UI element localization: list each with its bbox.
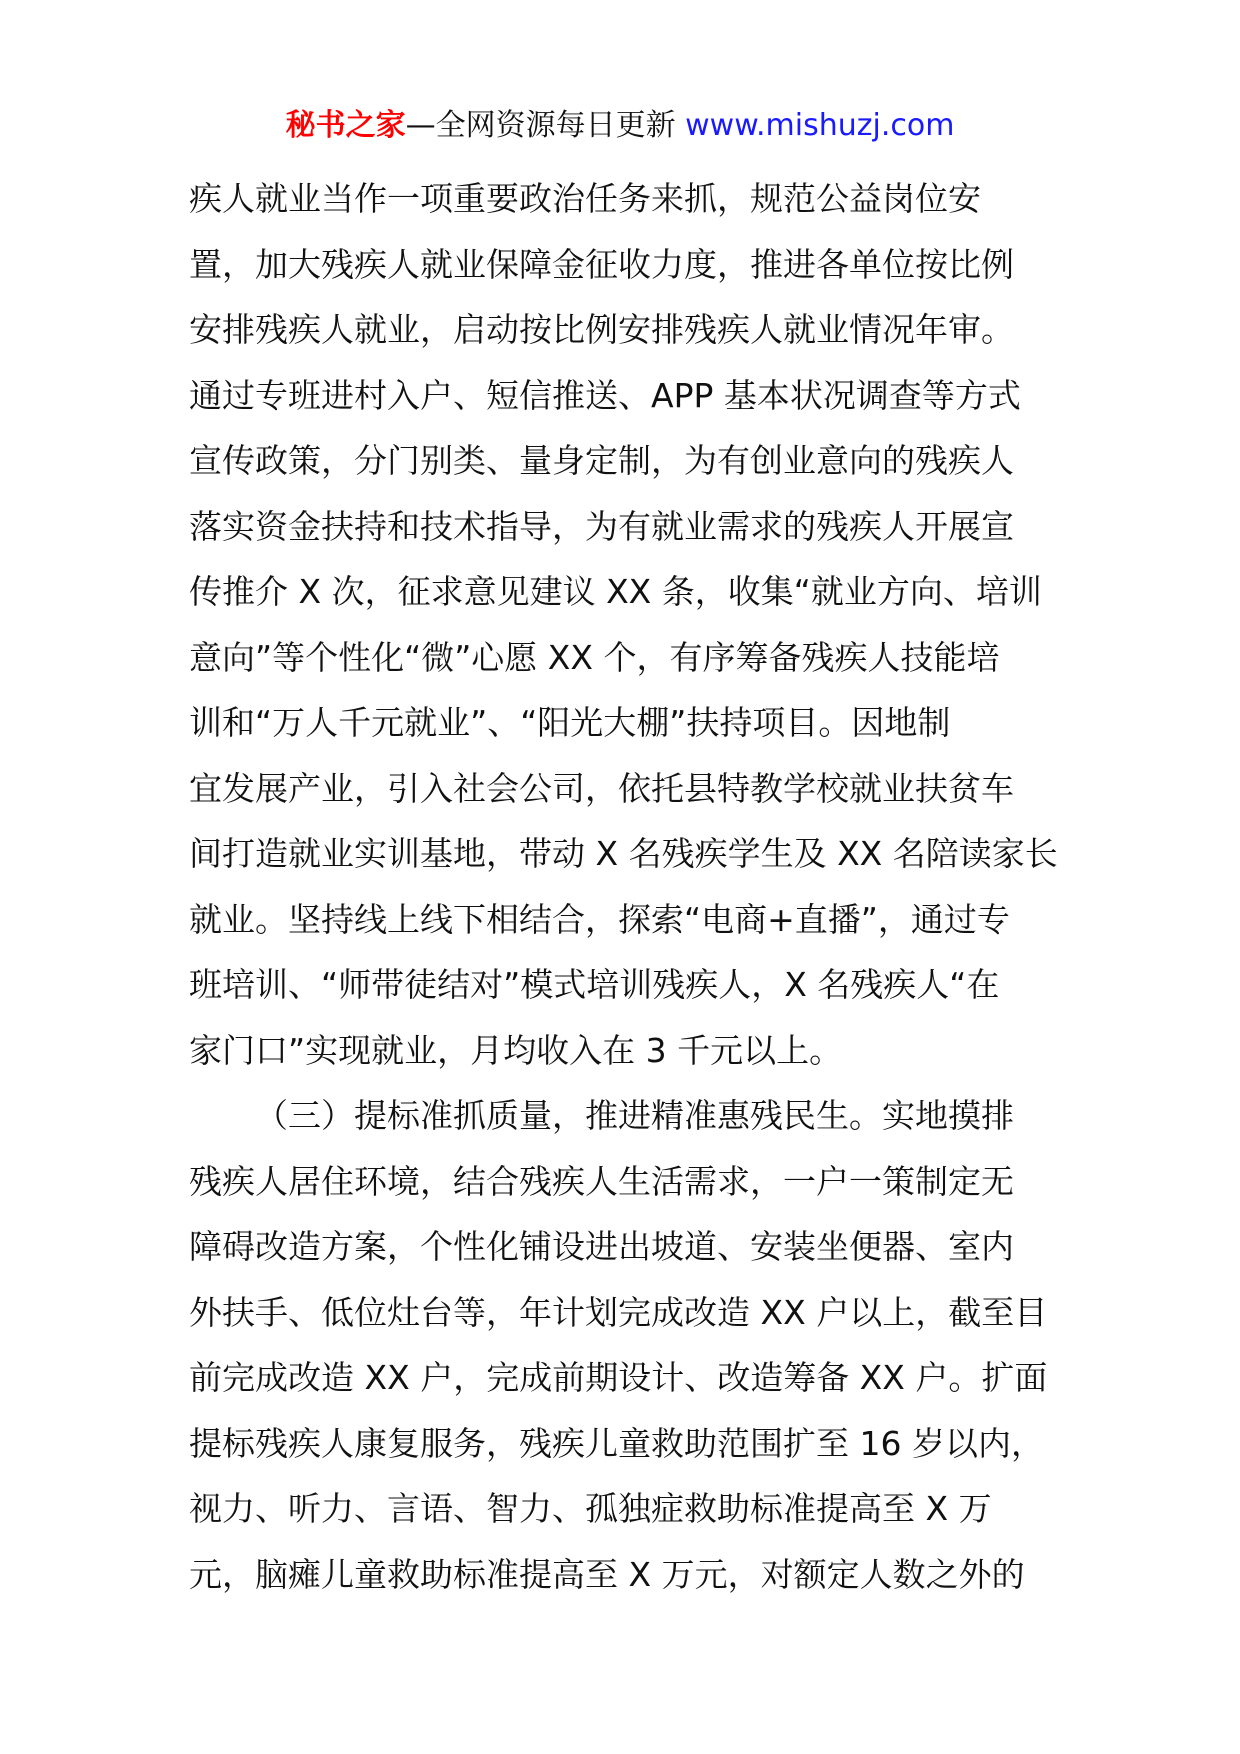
document-body: [189, 166, 1069, 1607]
text-line: 训和“万人千元就业”、“阳光大棚”扶持项目。因地制: [189, 703, 951, 742]
text-line: 班培训、“师带徒结对”模式培训残疾人，X 名残疾人“在: [189, 965, 1000, 1004]
text-line: 通过专班进村入户、短信推送、APP 基本状况调查等方式: [189, 375, 1021, 415]
text-line: 障碍改造方案，个性化铺设进出坡道、安装坐便器、室内: [189, 1227, 1014, 1266]
text-line: 意向”等个性化“微”心愿 XX 个，有序筹备残疾人技能培: [189, 637, 1000, 677]
section-heading-line: （三）提标准抓质量，推进精准惠残民生。实地摸排: [255, 1096, 1014, 1135]
text-line: 安排残疾人就业，启动按比例安排残疾人就业情况年审。: [189, 310, 1014, 349]
text-line: 前完成改造 XX 户，完成前期设计、改造筹备 XX 户。扩面: [189, 1358, 1048, 1397]
text-line: 元，脑瘫儿童救助标准提高至 X 万元，对额定人数之外的: [189, 1554, 1025, 1594]
text-line: 疾人就业当作一项重要政治任务来抓，规范公益岗位安: [189, 179, 981, 218]
text-line: 残疾人居住环境，结合残疾人生活需求，一户一策制定无: [189, 1161, 1014, 1201]
site-header: [0, 104, 1240, 148]
site-url-link[interactable]: www.mishuzj.com: [685, 108, 955, 143]
text-line: 外扶手、低位灶台等，年计划完成改造 XX 户以上，截至目: [189, 1292, 1048, 1332]
text-line: 视力、听力、言语、智力、孤独症救助标准提高至 X 万: [189, 1489, 992, 1528]
text-line: 提标残疾人康复服务，残疾儿童救助范围扩至 16 岁以内，: [189, 1423, 1044, 1463]
text-line: 置，加大残疾人就业保障金征收力度，推进各单位按比例: [189, 244, 1014, 284]
site-brand: 秘书之家: [285, 108, 406, 143]
text-line: 传推介 X 次，征求意见建议 XX 条，收集“就业方向、培训: [189, 572, 1042, 611]
site-tagline: —全网资源每日更新: [405, 108, 676, 143]
text-line: 宣传政策，分门别类、量身定制，为有创业意向的残疾人: [189, 441, 1014, 480]
text-line: 宜发展产业，引入社会公司，依托县特教学校就业扶贫车: [189, 768, 1014, 808]
text-line: 家门口”实现就业，月均收入在 3 千元以上。: [189, 1030, 843, 1070]
text-line: 落实资金扶持和技术指导，为有就业需求的残疾人开展宣: [189, 506, 1014, 546]
text-line: 就业。坚持线上线下相结合，探索“电商+直播”，通过专: [189, 899, 1010, 939]
text-line: 间打造就业实训基地，带动 X 名残疾学生及 XX 名陪读家长: [189, 834, 1058, 873]
